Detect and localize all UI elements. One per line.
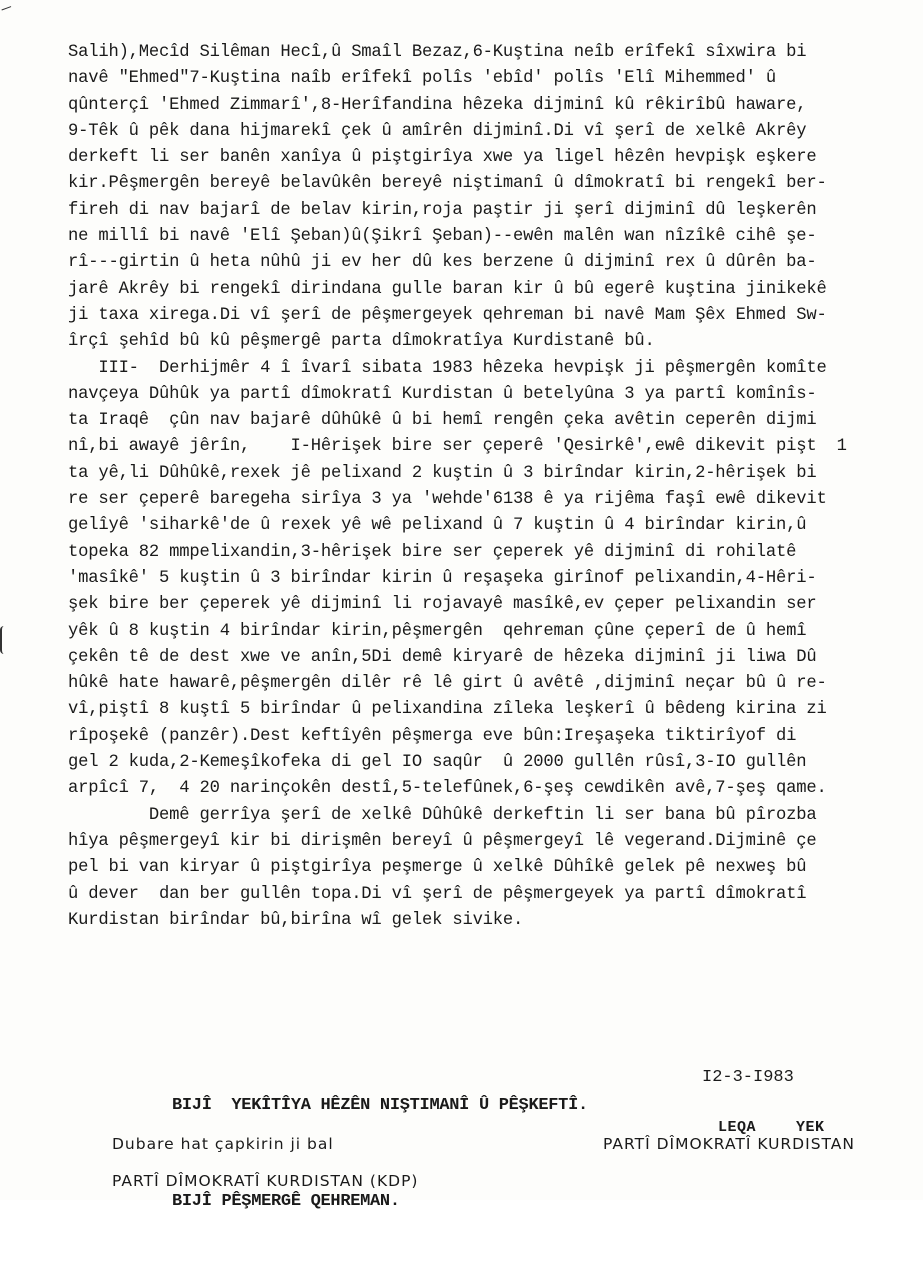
- body-text-line: fireh di nav bajarî de belav kirin,roja paştir ji şerî dijminî dû leşkerên: [68, 200, 817, 220]
- body-text-line: jarê Akrêy bi rengekî dirindana gulle baran kir û bû egerê kuştina jinikekê: [68, 279, 827, 299]
- body-text-line: derkeft li ser banên xanîya û piştgirîya xwe ya ligel hêzên hevpişk eşkere: [68, 148, 817, 168]
- body-text-line: yêk û 8 kuştin 4 birîndar kirin,pêşmergên qehreman çûne çeperî de û hemî: [68, 621, 807, 641]
- slogans-block: [172, 1026, 588, 1282]
- body-text-line: hîya pêşmergeyî kir bi dirişmên bereyî û pêşmergeyî lê vegerand.Dijminê çe: [68, 831, 817, 851]
- document-date: I2-3-I983: [702, 1068, 794, 1087]
- body-text-line: topeka 82 mmpelixandin,3-hêrişek bire ser çeperek yê dijminî di rohilatê: [68, 542, 797, 562]
- body-text-line: arpîcî 7, 4 20 narinçokên destî,5-telefûnek,6-şeş cewdikên avê,7-şeş qame.: [68, 779, 827, 799]
- corner-scan-mark: [0, 0, 11, 10]
- body-text-line: Kurdistan birîndar bû,birîna wî gelek sivike.: [68, 910, 524, 930]
- body-text-line: gel 2 kuda,2-Kemeşîkofeka di gel IO saqûr û 2000 gullên rûsî,3-IO gullên: [68, 753, 807, 773]
- footer-reprint-note: Dubare hat çapkirin ji bal: [112, 1135, 334, 1153]
- body-text-line: Demê gerrîya şerî de xelkê Dûhûkê derkeftin li ser bana bû pîrozba: [68, 805, 817, 825]
- body-text-line: navê "Ehmed"7-Kuştina naîb erîfekî polîs 'ebîd' polîs 'Elî Mihemmed' û: [68, 69, 776, 89]
- body-text-line: û dever dan ber gullên topa.Di vî şerî de pêşmergeyek ya partî dîmokratî: [68, 884, 807, 904]
- body-text-line: navçeya Dûhûk ya partî dîmokratî Kurdistan û betelyûna 3 ya partî komînîs-: [68, 384, 817, 404]
- body-text-line: rî---girtin û heta nûhû ji ev her dû kes berzene û dijminî rex û dûrên ba-: [68, 253, 817, 273]
- body-text-line: hûkê hate hawarê,pêşmergên dilêr rê lê girt û avêtê ,dijminî neçar bû û re-: [68, 674, 827, 694]
- body-text-line: gelîyê 'siharkê'de û rexek yê wê pelixand û 7 kuştin û 4 birîndar kirin,û: [68, 516, 807, 536]
- body-text-line: nî,bi awayê jêrîn, I-Hêrişek bire ser çeperê 'Qesirkê',ewê dikevit pişt 1: [68, 437, 847, 457]
- body-text-line: III- Derhijmêr 4 î îvarî sibata 1983 hêzeka hevpişk ji pêşmergên komîte: [68, 358, 827, 378]
- body-text-line: 'masîkê' 5 kuştin û 3 birîndar kirin û reşaşeka girînof pelixandin,4-Hêri-: [68, 568, 817, 588]
- body-text-line: re ser çeperê baregeha sirîya 3 ya 'wehde'6138 ê ya rijêma faşî ewê dikevit: [68, 490, 827, 510]
- body-text-line: Salih),Mecîd Silêman Hecî,û Smaîl Bezaz,6-Kuştina neîb erîfekî sîxwira bi: [68, 43, 807, 62]
- org-name: PARTÎ DÎMOKRATÎ KURDISTAN: [603, 1135, 855, 1153]
- body-text: [68, 40, 910, 934]
- slogan-line: BIJÎ YEKÎTÎYA HÊZÊN NIŞTIMANÎ Û PÊŞKEFTÎ.: [172, 1096, 588, 1115]
- body-text-line: vî,piştî 8 kuştî 5 birîndar û pelixandina zîleka leşkerî û bêdeng kirina zi: [68, 700, 827, 720]
- org-unit-label-right: YEK: [796, 1119, 825, 1136]
- body-text-line: ji taxa xirega.Di vî şerî de pêşmergeyek qehreman bi navê Mam Şêx Ehmed Sw-: [68, 305, 827, 325]
- body-text-line: rîpoşekê (panzêr).Dest keftîyên pêşmerga eve bûn:Ireşaşeka tiktirîyof di: [68, 726, 797, 746]
- body-text-line: kir.Pêşmergên bereyê belavûkên bereyê niştimanî û dîmokratî bi rengekî ber-: [68, 174, 827, 194]
- footer-party-name: PARTÎ DÎMOKRATÎ KURDISTAN (KDP): [112, 1172, 419, 1190]
- slogan-line: BIJÎ PÊŞMERGÊ QEHREMAN.: [172, 1192, 400, 1211]
- body-text-line: ne millî bi navê 'Elî Şeban)û(Şikrî Şeban)--ewên malên wan nîzîkê cihê şe-: [68, 227, 817, 247]
- org-unit-label-left: LEQA: [718, 1119, 757, 1136]
- body-text-line: qûnterçî 'Ehmed Zimmarî',8-Herîfandina hêzeka dijminî kû rêkirîbû haware,: [68, 95, 807, 115]
- body-text-line: ta yê,li Dûhûkê,rexek jê pelixand 2 kuştin û 3 birîndar kirin,2-hêrişek bi: [68, 463, 817, 483]
- margin-scan-mark: [0, 626, 8, 654]
- body-text-line: ta Iraqê çûn nav bajarê dûhûkê û bi hemî rengên çeka avêtin ceperên dijmi: [68, 411, 817, 431]
- body-text-line: îrçî şehîd bû kû pêşmergê parta dîmokratîya Kurdistanê bû.: [68, 332, 655, 352]
- body-text-line: şek bire ber çeperek yê dijminî li rojavayê masîkê,ev çeper pelixandin ser: [68, 595, 817, 615]
- body-text-line: çekên tê de dest xwe ve anîn,5Di demê kiryarê de hêzeka dijminî ji liwa Dû: [68, 647, 817, 667]
- body-text-line: pel bi van kiryar û piştgirîya peşmerge û xelkê Dûhîkê gelek pê nexweş bû: [68, 858, 807, 878]
- body-text-line: 9-Têk û pêk dana hijmarekî çek û amîrên dijminî.Di vî şerî de xelkê Akrêy: [68, 121, 807, 141]
